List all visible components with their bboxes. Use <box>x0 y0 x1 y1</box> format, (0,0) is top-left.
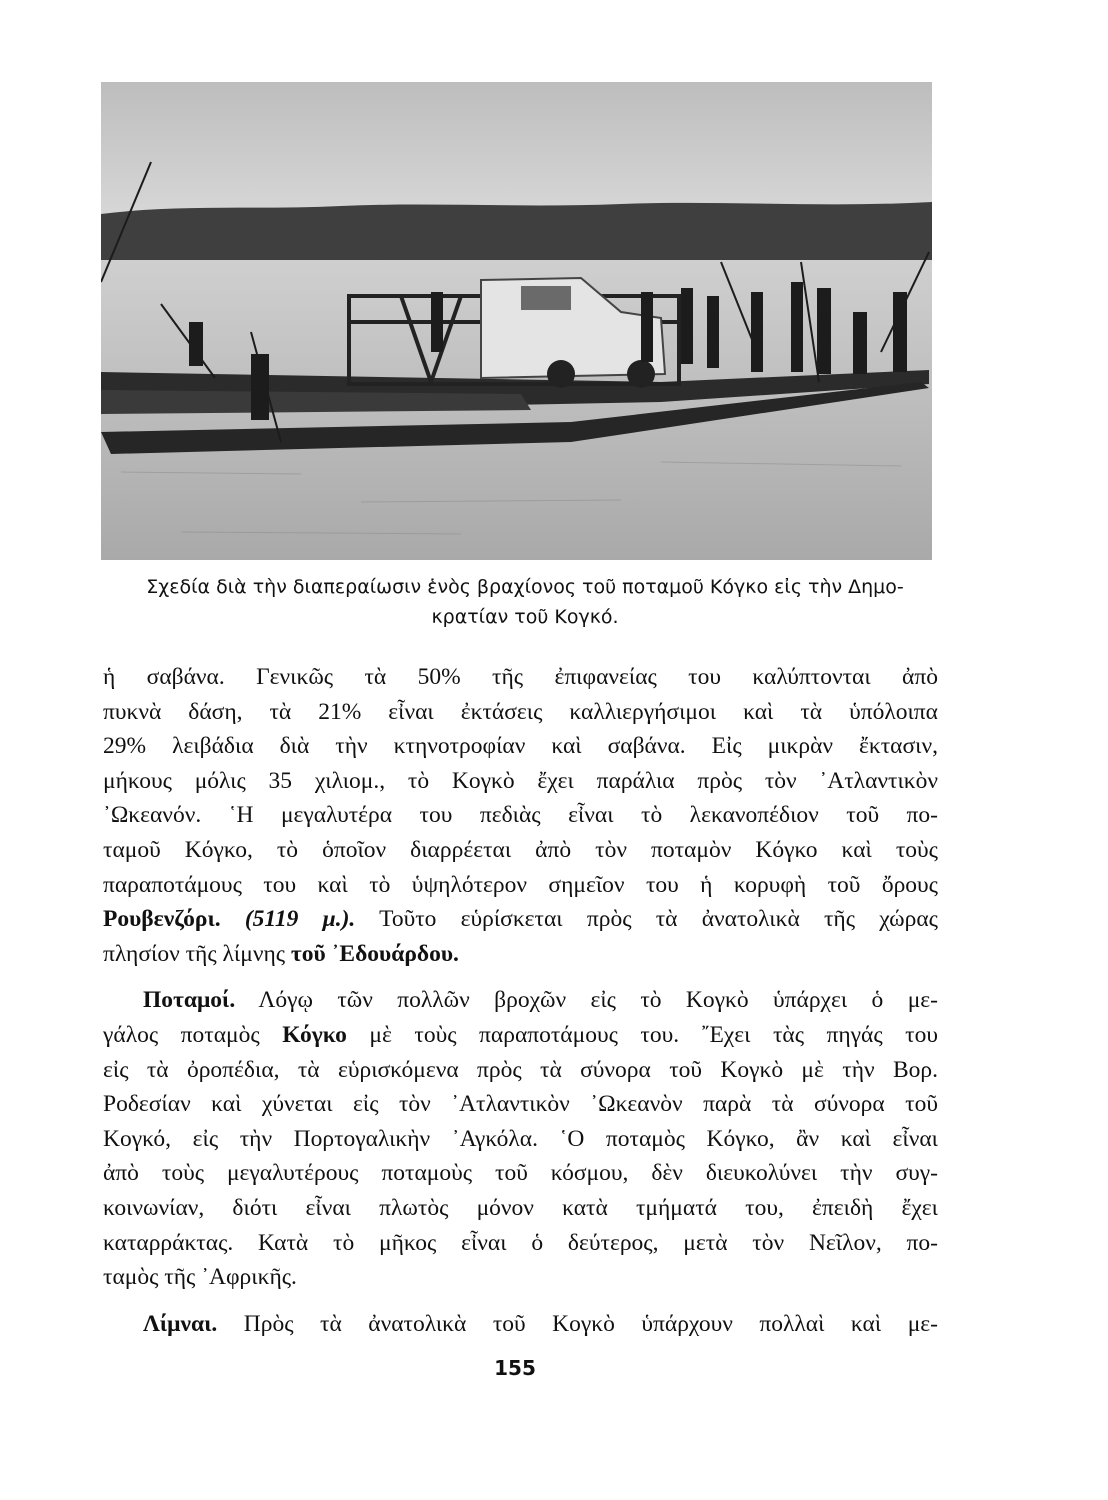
paragraph <box>103 660 938 971</box>
river-name: Κόγκο <box>282 1021 347 1048</box>
text-run: μὲ τοὺς παραποτάμους του. ῎Εχει τὰς πηγάς του <box>369 1021 938 1048</box>
text-line <box>103 937 938 972</box>
paragraph-lakes <box>103 1307 938 1342</box>
text-run: πλησίον τῆς λίμνης <box>103 940 286 967</box>
place-name: Ρουβενζόρι. <box>103 906 221 933</box>
figure-caption <box>100 572 950 632</box>
text-line <box>103 983 938 1018</box>
text-line: Ροδεσίαν καὶ χύνεται εἰς τὸν ᾿Ατλαντικὸν ᾿Ωκεανὸν παρὰ τὰ σύνορα τοῦ <box>103 1091 938 1118</box>
caption-line: Σχεδία διὰ τὴν διαπεραίωσιν ἑνὸς βραχίονος τοῦ ποταμοῦ Κόγκο εἰς τὴν Δημο- <box>146 576 904 598</box>
text-line: ἀπὸ τοὺς μεγαλυτέρους ποταμοὺς τοῦ κόσμου, δὲν διευκολύνει τὴν συγ- <box>103 1160 938 1187</box>
ferry-photo <box>101 82 932 560</box>
page-number: 155 <box>494 1356 536 1380</box>
text-run: Τοῦτο εὑρίσκεται πρὸς τὰ ἀνατολικὰ τῆς χώρας <box>379 906 938 933</box>
text-run: γάλος ποταμὸς <box>103 1021 260 1048</box>
text-line: εἰς τὰ ὀροπέδια, τὰ εὑρισκόμενα πρὸς τὰ σύνορα τοῦ Κογκὸ μὲ τὴν Βορ. <box>103 1056 938 1083</box>
caption-line: κρατίαν τοῦ Κογκό. <box>431 606 619 628</box>
text-line: μήκους μόλις 35 χιλιομ., τὸ Κογκὸ ἔχει παράλια πρὸς τὸν ᾿Ατλαντικὸν <box>103 767 938 794</box>
section-heading: Λίμναι. <box>143 1310 218 1337</box>
text-line: κοινωνίαν, διότι εἶναι πλωτὸς μόνον κατὰ τμήματά του, ἐπειδὴ ἔχει <box>103 1194 938 1221</box>
lake-name: τοῦ ᾿Εδουάρδου. <box>290 940 459 967</box>
elevation: (5119 μ.). <box>244 906 356 933</box>
text-line <box>103 902 938 937</box>
text-line: ταμὸς τῆς ᾿Αφρικῆς. <box>103 1264 297 1291</box>
ferry-photo-drawing <box>101 82 932 560</box>
text-line: 29% λειβάδια διὰ τὴν κτηνοτροφίαν καὶ σαβάνα. Εἰς μικρὰν ἔκτασιν, <box>103 733 938 760</box>
text-line <box>103 1307 938 1342</box>
text-line <box>103 1018 938 1053</box>
text-line: Κογκό, εἰς τὴν Πορτογαλικὴν ᾿Αγκόλα. ῾Ο ποταμὸς Κόγκο, ἂν καὶ εἶναι <box>103 1125 938 1152</box>
text-line: πυκνὰ δάση, τὰ 21% εἶναι ἐκτάσεις καλλιεργήσιμοι καὶ τὰ ὑπόλοιπα <box>103 698 938 725</box>
body-text <box>103 660 938 1341</box>
text-line: ᾿Ωκεανόν. ῾Η μεγαλυτέρα του πεδιὰς εἶναι τὸ λεκανοπέδιον τοῦ πο- <box>103 802 938 829</box>
text-run: Πρὸς τὰ ἀνατολικὰ τοῦ Κογκὸ ὑπάρχουν πολλαὶ καὶ με- <box>243 1310 938 1337</box>
section-heading: Ποταμοί. <box>143 987 236 1014</box>
text-line: ταμοῦ Κόγκο, τὸ ὁποῖον διαρρέεται ἀπὸ τὸν ποταμὸν Κόγκο καὶ τοὺς <box>103 836 938 863</box>
paragraph-rivers <box>103 983 938 1294</box>
text-run: Λόγῳ τῶν πολλῶν βροχῶν εἰς τὸ Κογκὸ ὑπάρχει ὁ με- <box>258 987 938 1014</box>
text-line: καταρράκτας. Κατὰ τὸ μῆκος εἶναι ὁ δεύτερος, μετὰ τὸν Νεῖλον, πο- <box>103 1229 938 1256</box>
text-line: ἡ σαβάνα. Γενικῶς τὰ 50% τῆς ἐπιφανείας του καλύπτονται ἀπὸ <box>103 664 938 690</box>
text-line: παραποτάμους του καὶ τὸ ὑψηλότερον σημεῖον του ἡ κορυφὴ τοῦ ὄρους <box>103 871 938 898</box>
